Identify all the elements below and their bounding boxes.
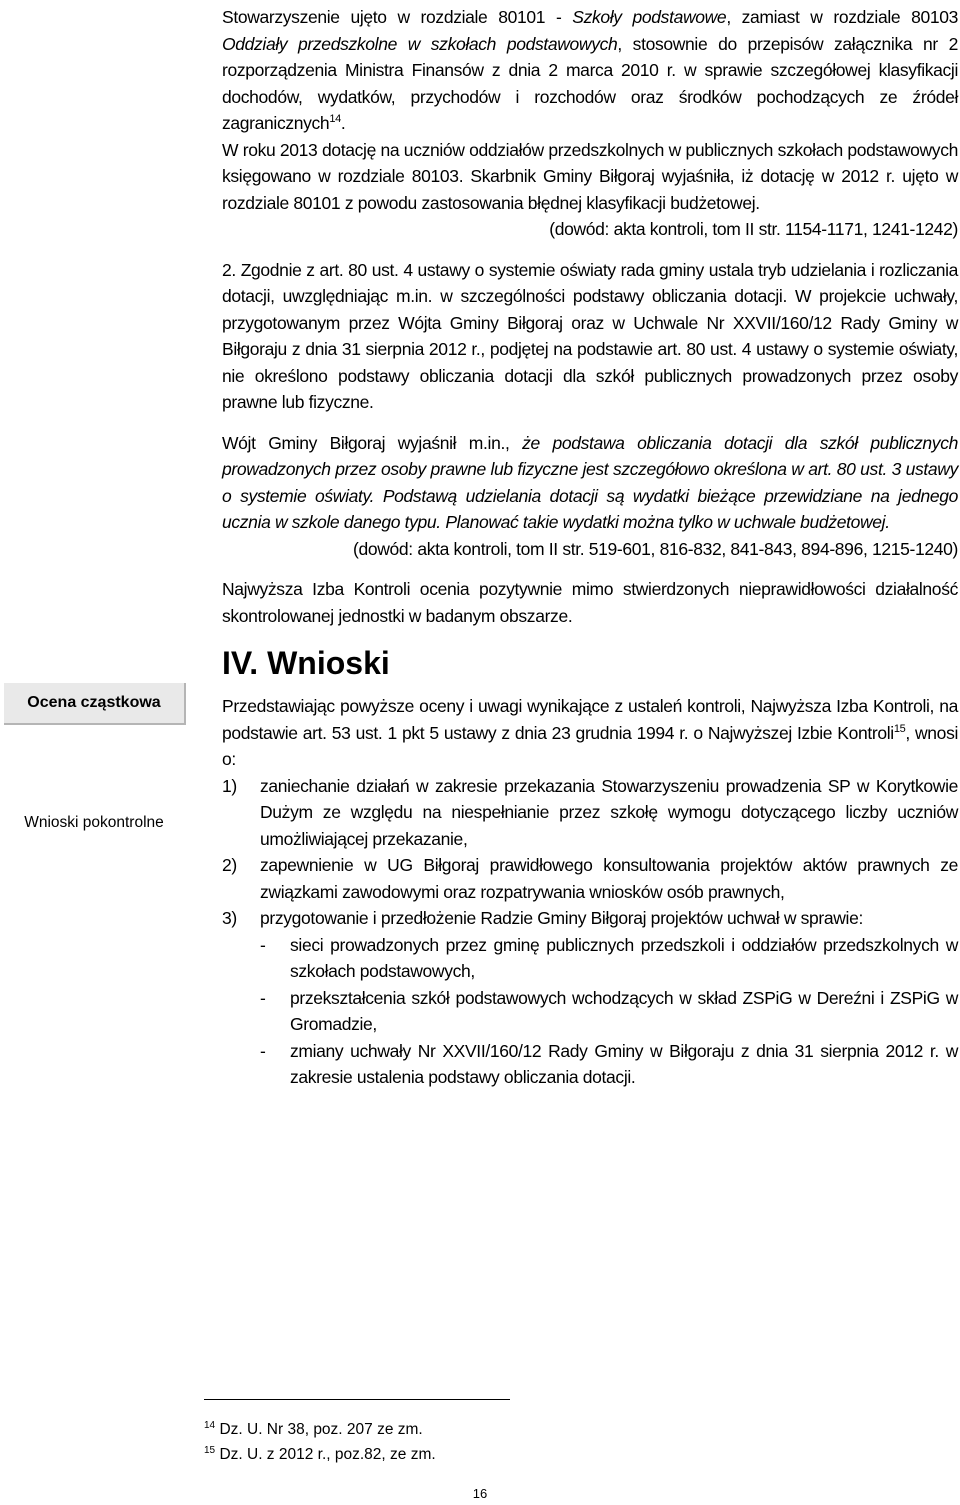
sub-list — [260, 932, 958, 1091]
footnote-ref: 15 — [893, 722, 906, 735]
list-text: zapewnienie w UG Biłgoraj prawidłowego konsultowania projektów aktów prawnych ze związkami zawodowymi oraz rozpatrywania wniosków osób prawnych, — [260, 855, 958, 902]
list-text: zaniechanie działań w zakresie przekazania Stowarzyszeniu prowadzenia SP w Korytkowie Dużym ze względu na niespełnianie przez szkołę wymogu dotyczącego liczby uczniów umożliwiającej przekazanie, — [260, 775, 958, 849]
paragraph-classification — [222, 4, 958, 137]
footnote-ref: 14 — [329, 113, 341, 126]
sub-list-item: - zmiany uchwały Nr XXVII/160/12 Rady Gminy w Biłgoraju z dnia 31 sierpnia 2012 r. w zakresie ustalenia podstawy obliczania dotacji. — [260, 1038, 958, 1091]
sub-list-item: - sieci prowadzonych przez gminę publicznych przedszkoli i oddziałów przedszkolnych w szkołach podstawowych, — [260, 932, 958, 985]
list-number: 2) — [222, 855, 237, 875]
paragraph-assessment: Najwyższa Izba Kontroli ocenia pozytywnie mimo stwierdzonych nieprawidłowości działalność skontrolowanej jednostki w badanym obszarze. — [222, 579, 958, 626]
list-number: 3) — [222, 908, 237, 928]
list-text: przygotowanie i przedłożenie Radzie Gminy Biłgoraj projektów uchwał w sprawie: — [260, 908, 863, 928]
paragraph-explanation — [222, 430, 958, 536]
evidence-note-2: (dowód: akta kontroli, tom II str. 519-601, 816-832, 841-843, 894-896, 1215-1240) — [353, 538, 958, 559]
footnote-text: Dz. U. Nr 38, poz. 207 ze zm. — [219, 1421, 423, 1438]
section-heading: IV. Wnioski — [222, 645, 390, 681]
paragraph-2013: W roku 2013 dotację na uczniów oddziałów przedszkolnych w publicznych szkołach podstawowych księgowano w rozdziale 80103. Skarbnik Gminy Biłgoraj wyjaśniła, iż dotację w 2012 r. ujęto w rozdziale 80101 z powodu zastosowania błędnej klasyfikacji budżetowej. — [222, 139, 958, 213]
main-content — [222, 4, 958, 1091]
text-span: , zamiast w rozdziale 80103 — [726, 7, 958, 27]
text-span: , wnosi o: — [222, 722, 959, 769]
footnote — [204, 1442, 436, 1467]
evidence-note-1: (dowód: akta kontroli, tom II str. 1154-1171, 1241-1242) — [549, 219, 958, 239]
footnote — [204, 1417, 436, 1442]
text-span: . — [340, 113, 346, 133]
text-span: Wójt Gminy Biłgoraj wyjaśnił m.in., — [222, 432, 523, 453]
conclusions-list — [222, 773, 958, 1091]
sub-list-item: - przekształcenia szkół podstawowych wchodzących w skład ZSPiG w Dereźni i ZSPiG w Gromadzie, — [260, 985, 958, 1038]
list-item — [222, 905, 958, 1091]
footnotes — [204, 1417, 436, 1467]
footnote-number: 14 — [204, 1419, 216, 1431]
list-item — [222, 773, 958, 853]
list-number: 1) — [222, 775, 237, 796]
text-span: Stowarzyszenie ujęto w rozdziale 80101 - — [222, 7, 573, 27]
footnote-divider — [204, 1399, 510, 1400]
italic-span: że podstawa obliczania dotacji dla szkół publicznych prowadzonych przez osoby prawne lub fizyczne jest szczegółowo określona w art. 80 ust. 3 ustawy o systemie oświaty. Podstawą udzielania dotacji są wydatki bieżące przewidziane na jednego ucznia w szkole danego typu. Planować takie wydatki można tylko w uchwale budżetowej. — [222, 432, 958, 532]
footnote-text: Dz. U. z 2012 r., poz.82, ze zm. — [219, 1446, 436, 1463]
conclusions-label: Wnioski pokontrolne — [24, 814, 164, 831]
italic-span: Szkoły podstawowe — [572, 7, 727, 27]
list-item — [222, 852, 958, 905]
text-span: , stosownie do przepisów załącznika nr 2 rozporządzenia Ministra Finansów z dnia 2 marca 2010 r. w sprawie szczegółowej klasyfikacji dochodów, wydatków, przychodów i rozchodów oraz środków pochodzących ze źródeł zagranicznych — [222, 33, 958, 133]
assessment-label: Ocena cząstkowa — [4, 683, 186, 725]
paragraph-art80: 2. Zgodnie z art. 80 ust. 4 ustawy o systemie oświaty rada gminy ustala tryb udzielania i rozliczania dotacji, uwzględniając m.in. w szczególności podstawy obliczania dotacji. W projekcie uchwały, przygotowanym przez Wójta Gminy Biłgoraj oraz w Uchwale Nr XXVII/160/12 Rady Gminy w Biłgoraju z dnia 31 sierpnia 2012 r., podjętej na podstawie art. 80 ust. 4 ustawy o systemie oświaty, nie określono podstawy obliczania dotacji dla szkół publicznych prowadzonych przez osoby prawne lub fizyczne. — [222, 259, 958, 412]
footnote-number: 15 — [204, 1444, 216, 1456]
italic-span: Oddziały przedszkolne w szkołach podstawowych — [222, 33, 618, 54]
paragraph-conclusions-intro — [222, 693, 958, 773]
page-number: 16 — [472, 1486, 488, 1501]
text-span: Przedstawiając powyższe oceny i uwagi wynikające z ustaleń kontroli, Najwyższa Izba Kontroli, na podstawie art. 53 ust. 1 pkt 5 ustawy z dnia 23 grudnia 1994 r. o Najwyższej Izbie Kontroli — [222, 696, 958, 743]
